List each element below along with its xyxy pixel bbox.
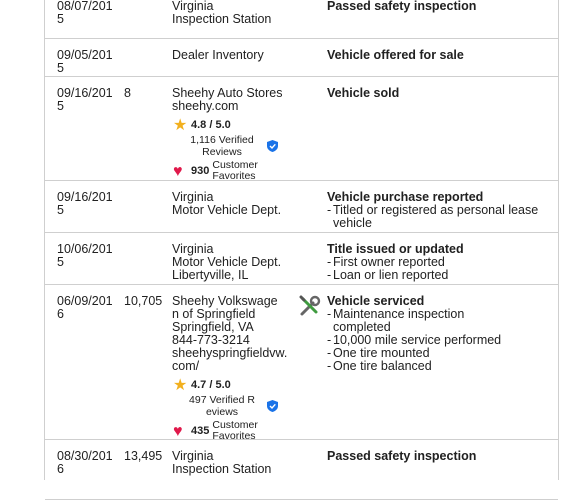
source-line: Virginia: [172, 0, 214, 13]
event-detail: - First owner reported: [327, 256, 549, 269]
event-detail: - 10,000 mile service performed: [327, 334, 549, 347]
customer-favorites: [172, 160, 290, 182]
source-line: Motor Vehicle Dept.: [172, 203, 282, 217]
event-cell: [327, 450, 549, 463]
star-icon: ★: [173, 116, 188, 134]
heart-icon: ♥: [173, 422, 183, 440]
customer-favorites: [172, 420, 290, 442]
dealer-website-link[interactable]: sheehy.com: [172, 99, 239, 113]
event-cell: [327, 295, 549, 373]
dealer-website-link[interactable]: sheehyspringfieldvw.com/: [172, 346, 288, 373]
table-row: [45, 233, 558, 285]
star-icon: ★: [173, 376, 188, 394]
dealer-rating: [172, 376, 290, 394]
table-row: [45, 440, 558, 500]
verified-reviews-label: 497 Verified Reviews: [189, 394, 255, 418]
date-cell: 08/30/2016: [57, 449, 113, 476]
history-table: [44, 0, 559, 480]
dealer-rating: [172, 116, 290, 134]
event-detail-text: One tire balanced: [333, 359, 432, 373]
heart-icon: ♥: [173, 162, 183, 180]
table-row: [45, 285, 558, 440]
event-detail: - Maintenance inspection completed: [327, 308, 549, 334]
event-title: Vehicle purchase reported: [327, 190, 484, 204]
wrench-screwdriver-icon: [299, 295, 321, 317]
table-row: [45, 77, 558, 181]
source-cell: [172, 450, 290, 476]
dealer-phone-link[interactable]: 844-773-3214: [172, 333, 250, 347]
event-cell: [327, 0, 549, 13]
event-title: Passed safety inspection: [327, 0, 477, 13]
source-line: Virginia: [172, 242, 214, 256]
event-detail: - Loan or lien reported: [327, 269, 549, 282]
source-cell: [172, 295, 290, 442]
event-title: Vehicle sold: [327, 86, 400, 100]
verified-reviews[interactable]: [172, 134, 290, 158]
source-cell: [172, 191, 290, 217]
source-cell: [172, 243, 290, 282]
source-cell: [172, 49, 290, 62]
mileage-cell: 13,495: [124, 449, 163, 463]
source-line: Virginia: [172, 449, 214, 463]
source-line: Inspection Station: [172, 12, 272, 26]
mileage-cell: 10,705: [124, 294, 163, 308]
event-title: Vehicle serviced: [327, 294, 425, 308]
service-icon-cell: [299, 295, 323, 320]
source-line: Libertyville, IL: [172, 268, 249, 282]
source-cell: [172, 0, 290, 26]
event-cell: [327, 243, 549, 282]
event-detail-text: Titled or registered as personal lease vehicle: [333, 203, 539, 230]
dealer-name[interactable]: Sheehy Volkswagen of Springfield: [172, 294, 278, 321]
table-row: [45, 181, 558, 233]
history-rows: [45, 0, 558, 500]
dealer-name[interactable]: Sheehy Auto Stores: [172, 86, 283, 100]
favorites-label: Customer Favorites: [212, 159, 258, 182]
event-cell: [327, 87, 549, 100]
source-line: Inspection Station: [172, 462, 272, 476]
favorites-count: 435: [191, 424, 210, 437]
rating-value: 4.8 / 5.0: [191, 118, 231, 131]
source-line: Motor Vehicle Dept.: [172, 255, 282, 269]
date-cell: 08/07/2015: [57, 0, 113, 26]
verified-reviews[interactable]: [172, 394, 290, 418]
event-detail-text: One tire mounted: [333, 346, 430, 360]
favorites-label: Customer Favorites: [212, 419, 258, 442]
verified-shield-icon: [267, 140, 278, 152]
mileage-cell: 8: [124, 86, 131, 100]
source-cell: [172, 87, 290, 182]
source-line: Virginia: [172, 190, 214, 204]
rating-value: 4.7 / 5.0: [191, 378, 231, 391]
verified-reviews-label: 1,116 Verified Reviews: [190, 134, 254, 158]
table-row: [45, 39, 558, 77]
verified-shield-icon: [267, 400, 278, 412]
event-detail: - One tire balanced: [327, 360, 549, 373]
event-title: Vehicle offered for sale: [327, 48, 464, 62]
event-detail-text: Maintenance inspection completed: [333, 307, 465, 334]
event-detail: - One tire mounted: [327, 347, 549, 360]
event-detail-text: First owner reported: [333, 255, 445, 269]
event-detail: - Titled or registered as personal lease vehicle: [327, 204, 549, 230]
date-cell: 06/09/2016: [57, 294, 113, 321]
date-cell: 09/16/2015: [57, 190, 113, 217]
event-title: Title issued or updated: [327, 242, 464, 256]
dealer-location: Springfield, VA: [172, 320, 254, 334]
source-line: Dealer Inventory: [172, 48, 264, 62]
favorites-count: 930: [191, 164, 210, 177]
date-cell: 09/05/2015: [57, 48, 113, 75]
date-cell: 09/16/2015: [57, 86, 113, 113]
date-cell: 10/06/2015: [57, 242, 113, 269]
event-title: Passed safety inspection: [327, 449, 477, 463]
event-cell: [327, 191, 549, 230]
event-detail-text: Loan or lien reported: [333, 268, 449, 282]
event-detail-text: 10,000 mile service performed: [333, 333, 502, 347]
table-row: [45, 0, 558, 39]
event-cell: [327, 49, 549, 62]
